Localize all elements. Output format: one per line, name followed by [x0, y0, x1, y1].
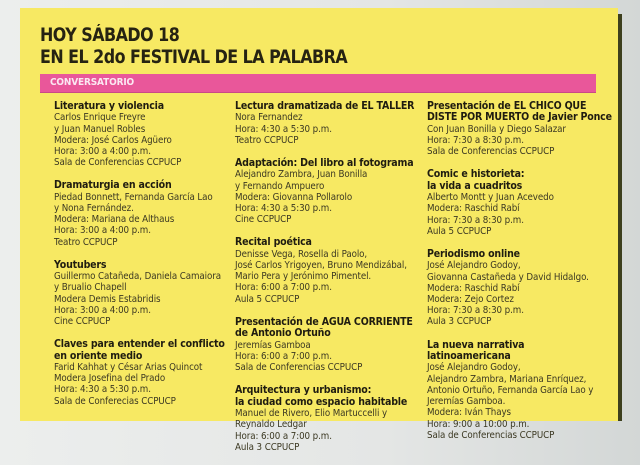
event-title: Recital poética	[235, 237, 312, 249]
event-participants: Mario Pera y Jerónimo Pimentel.	[235, 271, 372, 283]
event-participants: Guillermo Catañeda, Daniela Camaiora	[54, 271, 221, 283]
event-venue: Teatro CCPUCP	[54, 236, 118, 248]
event-time: Hora: 6:00 a 7:00 p.m.	[235, 430, 332, 442]
event-venue: Aula 3 CCPUCP	[235, 441, 300, 453]
event-recital-poetica	[235, 237, 435, 304]
event-title: DISTE POR MUERTO de Javier Ponce	[427, 112, 612, 124]
event-participants: y Juan Manuel Robles	[54, 123, 146, 135]
event-title: Periodismo online	[427, 249, 520, 261]
event-youtubers	[54, 260, 244, 327]
event-moderator: Modera: Giovanna Pollarolo	[235, 191, 353, 203]
event-time: Hora: 3:00 a 4:00 p.m.	[54, 146, 151, 158]
event-venue: Teatro CCPUCP	[235, 134, 299, 146]
event-title: la vida a cuadritos	[427, 180, 523, 192]
event-participants: Con Juan Bonilla y Diego Salazar	[427, 123, 566, 135]
event-moderator: Modera: José Carlos Agüero	[54, 134, 172, 146]
event-venue: Sala de Conferencias CCPUCP	[427, 146, 555, 158]
event-time: Hora: 7:30 a 8:30 p.m.	[427, 135, 524, 147]
event-time: Hora: 4:30 a 5:30 p.m.	[54, 384, 151, 396]
event-arquitectura-urbanismo	[235, 385, 435, 453]
event-moderator: Modera: Raschid Rabí	[427, 203, 520, 215]
event-time: Hora: 4:30 a 5:30 p.m.	[235, 203, 332, 215]
event-participants: Jeremías Gamboa	[235, 339, 311, 351]
event-time: Hora: 6:00 a 7:00 p.m.	[235, 282, 332, 294]
event-time: Hora: 3:00 a 4:00 p.m.	[54, 225, 151, 237]
event-title: Dramaturgia en acción	[54, 180, 172, 192]
page-title	[40, 25, 347, 69]
event-participants: Alejandro Zambra, Juan Bonilla	[235, 169, 368, 181]
event-participants: y Fernando Ampuero	[235, 180, 325, 192]
event-time: Hora: 9:00 a 10:00 p.m.	[427, 418, 530, 430]
event-participants: Alejandro Zambra, Mariana Enríquez,	[427, 373, 587, 385]
event-participants: Piedad Bonnett, Fernanda García Lao	[54, 191, 213, 203]
event-title: La nueva narrativa	[427, 339, 525, 351]
event-moderator: Modera: Mariana de Althaus	[54, 214, 175, 226]
event-title: Literatura y violencia	[54, 101, 164, 112]
event-title: la ciudad como espacio habitable	[235, 396, 408, 408]
event-participants: José Carlos Yrigoyen, Bruno Mendizábal,	[235, 260, 407, 272]
event-moderator: Modera Josefina del Prado	[54, 373, 166, 385]
event-participants: Denisse Vega, Rosella di Paolo,	[235, 248, 368, 260]
event-comic-historieta	[427, 169, 632, 237]
event-participants: Alberto Montt y Juan Acevedo	[427, 192, 554, 204]
event-title: de Antonio Ortuño	[235, 328, 331, 340]
event-title: Youtubers	[54, 259, 107, 271]
event-participants: Reynaldo Ledgar	[235, 419, 307, 431]
program-panel	[20, 8, 618, 453]
event-title: Arquitectura y urbanismo:	[235, 385, 372, 397]
event-el-chico-que-diste-por-muerto	[427, 101, 632, 157]
title-line-1: HOY SÁBADO 18	[40, 25, 180, 46]
section-banner	[40, 74, 596, 93]
event-time: Hora: 7:30 a 8:30 p.m.	[427, 214, 524, 226]
event-title: Comic e historieta:	[427, 169, 525, 181]
event-moderator: Modera: Raschid Rabí	[427, 282, 520, 294]
event-agua-corriente	[235, 317, 435, 373]
event-participants: Farid Kahhat y César Arias Quincot	[54, 362, 203, 374]
event-time: Hora: 3:00 a 4:00 p.m.	[54, 304, 151, 316]
event-title: Lectura dramatizada de EL TALLER	[235, 101, 415, 112]
event-dramaturgia-en-accion	[54, 180, 244, 247]
event-title: Adaptación: Del libro al fotograma	[235, 158, 414, 170]
event-moderator: Modera: Iván Thays	[427, 407, 511, 419]
event-venue: Sala de Conferecias CCPUCP	[54, 395, 176, 407]
event-venue: Sala de Conferencias CCPUCP	[235, 362, 363, 374]
event-title: Presentación de AGUA CORRIENTE	[235, 316, 413, 328]
event-title: en oriente medio	[54, 350, 143, 362]
event-title: Presentación de EL CHICO QUE	[427, 101, 587, 112]
event-participants: y Nona Fernández.	[54, 203, 134, 215]
schedule-column-2	[235, 101, 435, 465]
event-venue: Aula 5 CCPUCP	[235, 293, 300, 305]
event-title: Claves para entender el conflicto	[54, 339, 225, 351]
event-periodismo-online	[427, 249, 632, 328]
event-nueva-narrativa	[427, 340, 632, 441]
event-time: Hora: 4:30 a 5:30 p.m.	[235, 123, 332, 135]
event-venue: Sala de Conferencias CCPUCP	[427, 429, 555, 441]
event-venue: Aula 5 CCPUCP	[427, 225, 492, 237]
event-participants: Manuel de Rivero, Elio Martuccelli y	[235, 408, 388, 420]
event-participants: Jeremías Gamboa.	[427, 396, 506, 408]
event-claves-conflicto	[54, 339, 244, 407]
schedule-column-1	[54, 101, 244, 419]
event-venue: Cine CCPUCP	[235, 214, 292, 226]
event-moderator: Modera: Zejo Cortez	[427, 294, 514, 306]
event-participants: y Brualio Chapell	[54, 282, 127, 294]
event-participants: Antonio Ortuño, Fernanda García Lao y	[427, 384, 594, 396]
event-time: Hora: 6:00 a 7:00 p.m.	[235, 350, 332, 362]
event-adaptacion	[235, 158, 435, 225]
event-participants: Nora Fernandez	[235, 112, 303, 124]
event-venue: Aula 3 CCPUCP	[427, 316, 492, 328]
title-line-2: EN EL 2do FESTIVAL DE LA PALABRA	[40, 47, 348, 68]
event-participants: Giovanna Castañeda y David Hidalgo.	[427, 271, 589, 283]
section-label: CONVERSATORIO	[50, 77, 134, 88]
event-venue: Sala de Conferencias CCPUCP	[54, 157, 182, 169]
event-venue: Cine CCPUCP	[54, 316, 111, 328]
event-participants: José Alejandro Godoy,	[427, 260, 521, 272]
event-title: latinoamericana	[427, 351, 511, 363]
event-time: Hora: 7:30 a 8:30 p.m.	[427, 305, 524, 317]
event-participants: Carlos Enrique Freyre	[54, 112, 146, 124]
schedule-column-3	[427, 101, 632, 453]
event-moderator: Modera Demis Estabridis	[54, 293, 161, 305]
event-participants: José Alejandro Godoy,	[427, 362, 521, 374]
event-literatura-y-violencia	[54, 101, 244, 168]
event-lectura-el-taller	[235, 101, 435, 146]
